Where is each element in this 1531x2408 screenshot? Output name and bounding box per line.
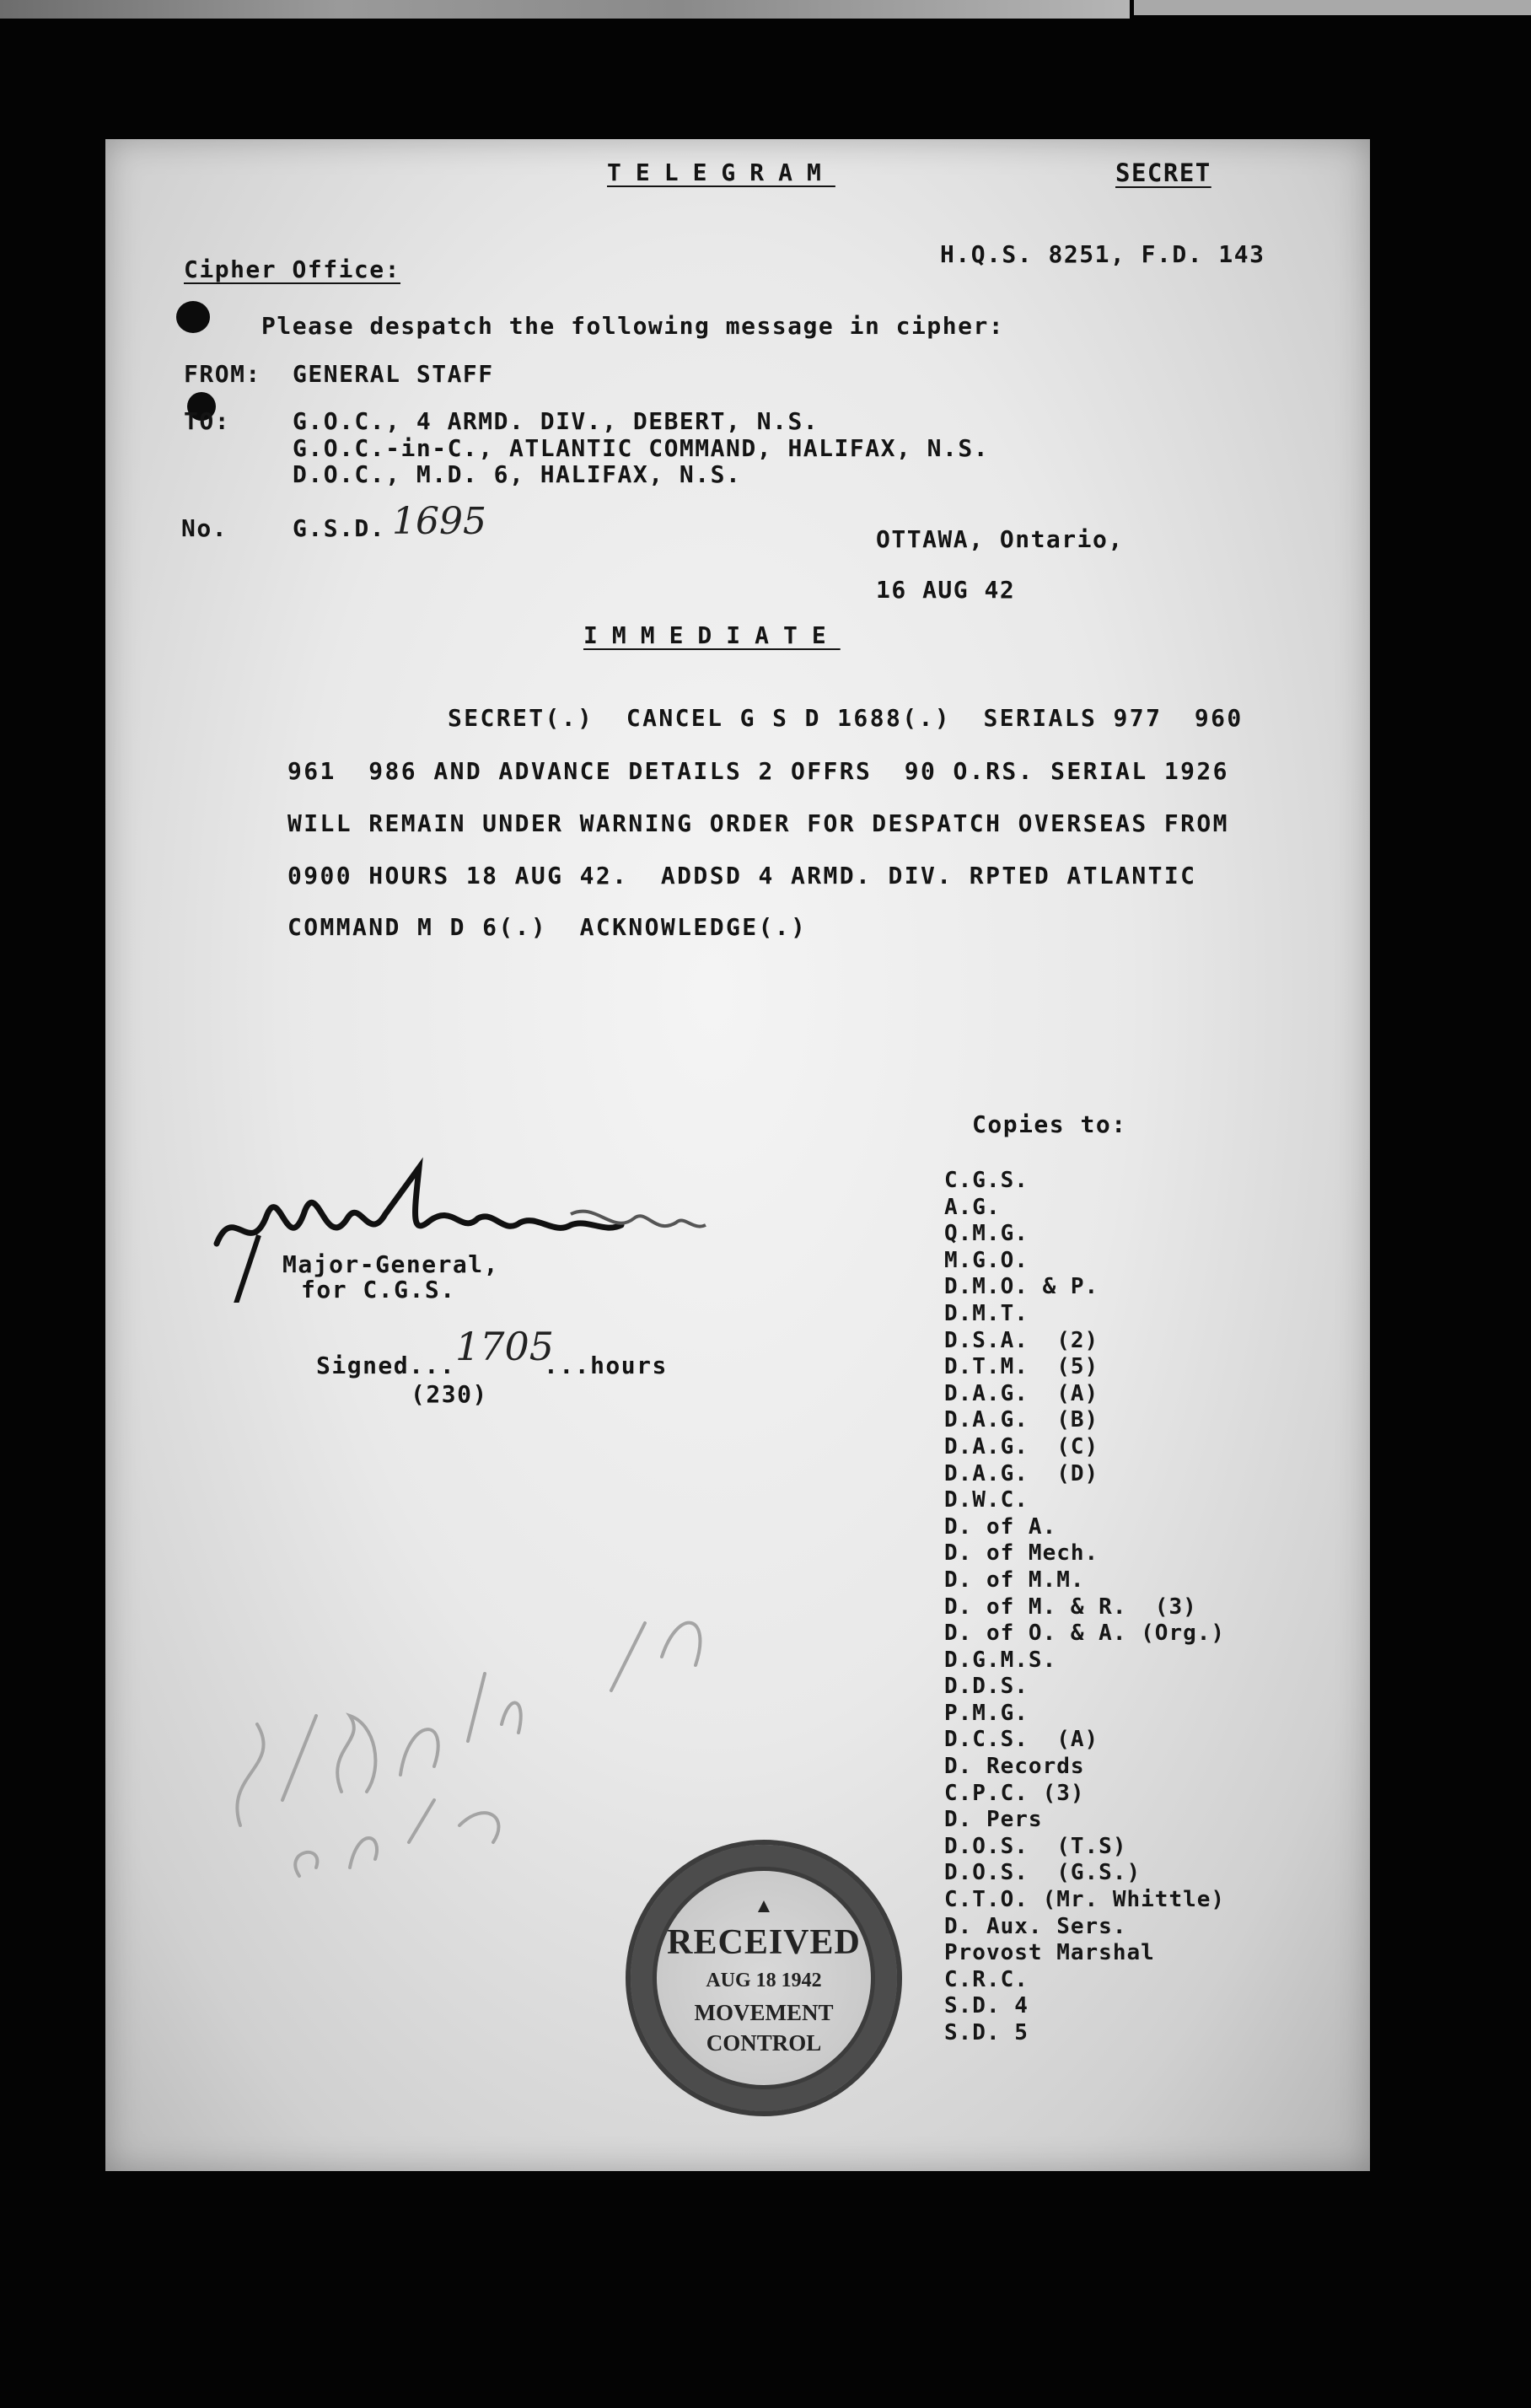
copy-recipient: D. Records: [944, 1754, 1085, 1780]
document-title: TELEGRAM: [607, 159, 835, 186]
handwritten-number: 1695: [392, 500, 486, 543]
from-label: FROM:: [184, 360, 261, 388]
copy-recipient: D.S.A. (2): [944, 1327, 1099, 1353]
stamp-received: RECEIVED: [667, 1923, 861, 1962]
to-line: G.O.C.-in-C., ATLANTIC COMMAND, HALIFAX, N.S.: [293, 434, 990, 462]
stamp-line: MOVEMENT: [694, 2000, 834, 2025]
signed-code: (230): [411, 1380, 488, 1408]
copy-recipient: D. Pers: [944, 1807, 1043, 1833]
to-line: G.O.C., 4 ARMD. DIV., DEBERT, N.S.: [293, 407, 819, 435]
from-value: GENERAL STAFF: [293, 360, 494, 388]
copy-recipient: M.G.O.: [944, 1247, 1029, 1273]
copy-recipient: D.W.C.: [944, 1487, 1029, 1513]
copy-recipient: Q.M.G.: [944, 1221, 1029, 1247]
signatory-title: Major-General,: [282, 1250, 500, 1278]
to-line: D.O.C., M.D. 6, HALIFAX, N.S.: [293, 460, 742, 488]
instruction-text: Please despatch the following message in cipher:: [261, 312, 1005, 340]
classification-label: SECRET: [1115, 159, 1211, 187]
message-line: WILL REMAIN UNDER WARNING ORDER FOR DESPATCH OVERSEAS FROM: [287, 809, 1229, 837]
copy-recipient: D. of A.: [944, 1513, 1057, 1540]
copy-recipient: D.M.T.: [944, 1300, 1029, 1326]
copy-recipient: D.D.S.: [944, 1674, 1029, 1700]
stamp-date: AUG 18 1942: [706, 1970, 822, 1991]
copy-recipient: P.M.G.: [944, 1700, 1029, 1726]
copy-recipient: A.G.: [944, 1194, 1001, 1220]
place-line: OTTAWA, Ontario,: [876, 525, 1124, 553]
message-line: COMMAND M D 6(.) ACKNOWLEDGE(.): [287, 913, 808, 941]
priority-label: IMMEDIATE: [583, 621, 841, 649]
number-label: No.: [181, 514, 228, 542]
copy-recipient: D.A.G. (D): [944, 1460, 1099, 1486]
copy-recipient: S.D. 5: [944, 2020, 1029, 2045]
received-stamp: ▲ RECEIVED AUG 18 1942 MOVEMENT CONTROL: [626, 1840, 902, 2116]
copy-recipient: D.C.S. (A): [944, 1727, 1099, 1753]
to-label: TO:: [184, 407, 231, 435]
copies-list: [944, 1168, 1225, 2047]
stamp-line: CONTROL: [706, 2030, 822, 2056]
copy-recipient: D.M.O. & P.: [944, 1274, 1099, 1300]
copy-recipient: C.R.C.: [944, 1966, 1029, 1992]
copy-recipient: D.A.G. (A): [944, 1380, 1099, 1406]
copies-heading: Copies to:: [972, 1110, 1127, 1138]
copy-recipient: D.O.S. (T.S): [944, 1833, 1127, 1859]
copy-recipient: D.G.M.S.: [944, 1647, 1057, 1673]
pencil-annotation: [207, 1522, 763, 1910]
copy-recipient: C.T.O. (Mr. Whittle): [944, 1887, 1226, 1913]
message-line: 0900 HOURS 18 AUG 42. ADDSD 4 ARMD. DIV. RPTED ATLANTIC: [287, 862, 1197, 890]
copy-recipient: D.T.M. (5): [944, 1354, 1099, 1380]
cipher-office-label: Cipher Office:: [184, 255, 401, 283]
copy-recipient: D. of O. & A. (Org.): [944, 1621, 1226, 1647]
signatory-for: for C.G.S.: [301, 1276, 456, 1303]
ink-blot: [176, 301, 210, 333]
date-line: 16 AUG 42: [876, 576, 1016, 604]
signed-prefix: Signed...: [316, 1352, 456, 1379]
copy-recipient: D.O.S. (G.S.): [944, 1860, 1142, 1886]
copy-recipient: Provost Marshal: [944, 1940, 1155, 1966]
scan-edge-strip-right: [1134, 0, 1531, 15]
copy-recipient: D.A.G. (C): [944, 1433, 1099, 1459]
copy-recipient: D. of M. & R. (3): [944, 1594, 1197, 1620]
scan-edge-strip: [0, 0, 1130, 19]
copy-recipient: D. of M.M.: [944, 1567, 1085, 1593]
message-line: 961 986 AND ADVANCE DETAILS 2 OFFRS 90 O.RS. SERIAL 1926: [287, 757, 1229, 785]
signed-suffix: ...hours: [544, 1352, 668, 1379]
copy-recipient: S.D. 4: [944, 1993, 1029, 2019]
file-reference: H.Q.S. 8251, F.D. 143: [940, 240, 1265, 268]
message-line: SECRET(.) CANCEL G S D 1688(.) SERIALS 977 960: [448, 704, 1244, 732]
copy-recipient: D. Aux. Sers.: [944, 1913, 1127, 1939]
copy-recipient: D. of Mech.: [944, 1540, 1099, 1567]
number-prefix: G.S.D.: [293, 514, 386, 542]
copy-recipient: D.A.G. (B): [944, 1407, 1099, 1433]
copy-recipient: C.G.S.: [944, 1168, 1029, 1193]
signed-time: 1705: [455, 1324, 555, 1369]
copy-recipient: C.P.C. (3): [944, 1780, 1085, 1806]
